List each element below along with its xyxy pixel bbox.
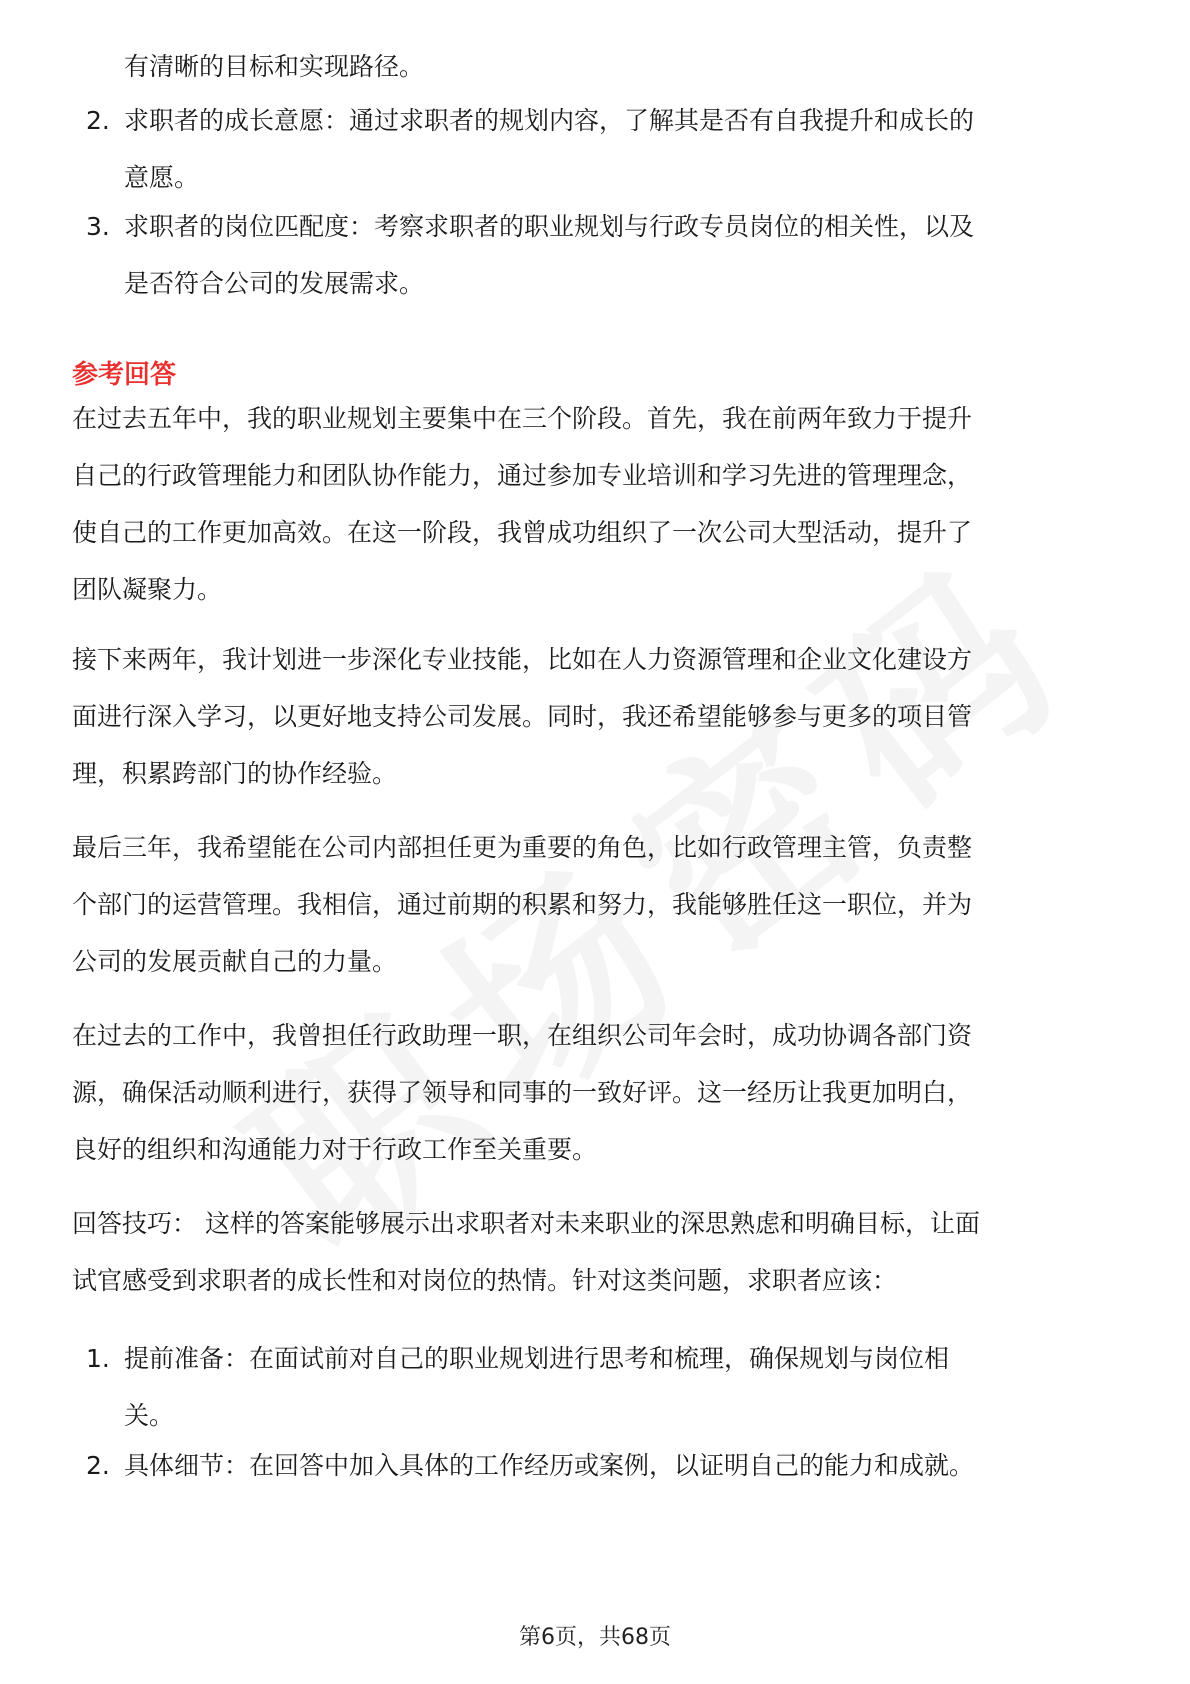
paragraph-line: 源，确保活动顺利进行，获得了领导和同事的一致好评。这一经历让我更加明白，	[72, 1078, 973, 1107]
list-text-line: 是否符合公司的发展需求。	[124, 269, 425, 298]
paragraph-line: 公司的发展贡献自己的力量。	[72, 947, 398, 976]
paragraph-line: 面进行深入学习，以更好地支持公司发展。同时，我还希望能够参与更多的项目管	[72, 702, 973, 731]
paragraph-line: 自己的行政管理能力和团队协作能力，通过参加专业培训和学习先进的管理理念，	[72, 461, 973, 490]
paragraph	[72, 1007, 1122, 1178]
list-text-line: 关。	[124, 1401, 175, 1430]
paragraph-line: 接下来两年，我计划进一步深化专业技能，比如在人力资源管理和企业文化建设方	[72, 645, 973, 674]
list-number: 2.	[86, 1451, 110, 1480]
list-text-line: 求职者的成长意愿：通过求职者的规划内容，了解其是否有自我提升和成长的	[124, 106, 975, 135]
list-number: 1.	[86, 1344, 110, 1373]
page-number: 第6页，共68页	[519, 1625, 671, 1650]
paragraph	[72, 390, 1122, 618]
list-item-continuation: 有清晰的目标和实现路径。	[124, 52, 425, 81]
list-text-line: 提前准备：在面试前对自己的职业规划进行思考和梳理，确保规划与岗位相	[124, 1344, 950, 1373]
list-text-line: 具体细节：在回答中加入具体的工作经历或案例，以证明自己的能力和成就。	[124, 1451, 975, 1480]
paragraph-line: 使自己的工作更加高效。在这一阶段，我曾成功组织了一次公司大型活动，提升了	[72, 518, 973, 547]
paragraph	[72, 819, 1122, 990]
paragraph-line: 试官感受到求职者的成长性和对岗位的热情。针对这类问题，求职者应该：	[72, 1266, 898, 1295]
section-heading: 参考回答	[72, 360, 177, 390]
list-text-line: 求职者的岗位匹配度：考察求职者的职业规划与行政专员岗位的相关性，以及	[124, 212, 975, 241]
paragraph-line: 良好的组织和沟通能力对于行政工作至关重要。	[72, 1135, 598, 1164]
paragraph-line: 在过去五年中，我的职业规划主要集中在三个阶段。首先，我在前两年致力于提升	[72, 404, 973, 433]
paragraph	[72, 1195, 1122, 1309]
paragraph-line: 团队凝聚力。	[72, 575, 223, 604]
paragraph-line: 在过去的工作中，我曾担任行政助理一职，在组织公司年会时，成功协调各部门资	[72, 1021, 973, 1050]
paragraph	[72, 631, 1122, 802]
paragraph-line: 回答技巧： 这样的答案能够展示出求职者对未来职业的深思熟虑和明确目标，让面	[72, 1209, 980, 1238]
paragraph-line: 最后三年，我希望能在公司内部担任更为重要的角色，比如行政管理主管，负责整	[72, 833, 973, 862]
list-text-line: 意愿。	[124, 163, 200, 192]
paragraph-line: 理，积累跨部门的协作经验。	[72, 759, 398, 788]
list-number: 2.	[86, 106, 110, 135]
paragraph-line: 个部门的运营管理。我相信，通过前期的积累和努力，我能够胜任这一职位，并为	[72, 890, 973, 919]
list-number: 3.	[86, 212, 110, 241]
